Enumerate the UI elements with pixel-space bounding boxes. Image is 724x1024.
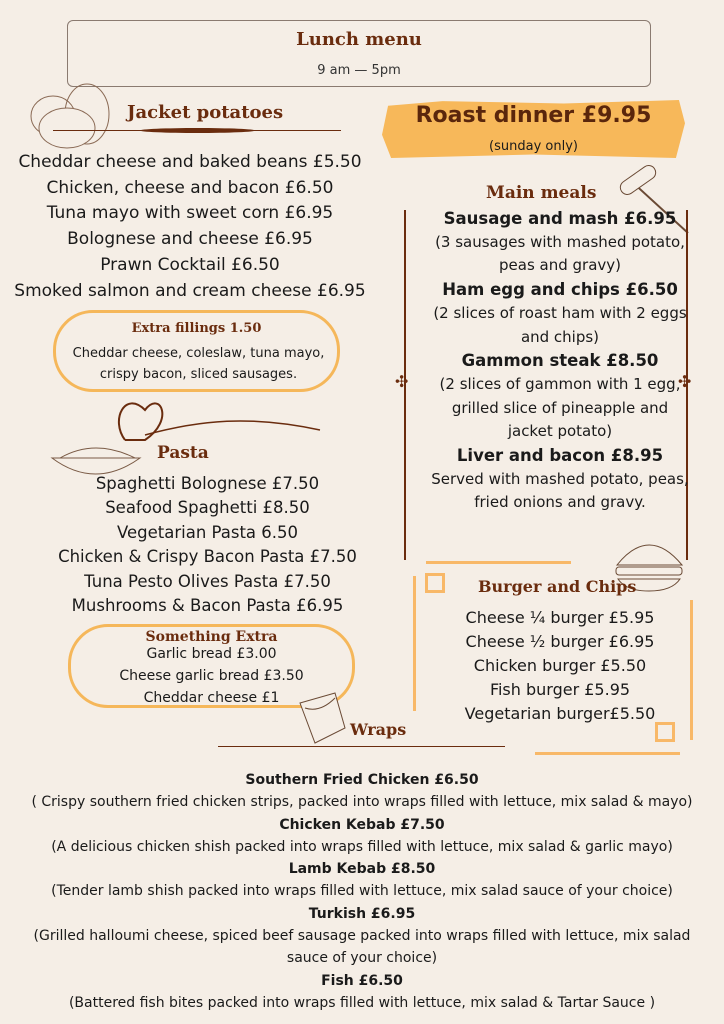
wrap-name: Turkish £6.95 <box>308 905 416 922</box>
meal-name: Sausage and mash £6.95 <box>443 209 677 228</box>
opening-hours: 9 am — 5pm <box>317 63 401 78</box>
frame-line <box>535 752 680 755</box>
menu-item: Bolognese and cheese £6.95 <box>67 229 313 250</box>
pasta-list <box>45 472 370 618</box>
ornament-icon: ✣ <box>678 372 692 391</box>
wrap-name: Chicken Kebab £7.50 <box>279 816 445 833</box>
meal-name: Ham egg and chips £6.50 <box>442 280 678 300</box>
roast-title: Roast dinner £9.95 <box>415 103 652 128</box>
meal-name: Gammon steak £8.50 <box>461 351 659 371</box>
ornament-icon: ✣ <box>395 372 409 391</box>
jacket-potatoes-heading: Jacket potatoes <box>127 102 284 123</box>
divider <box>218 746 505 747</box>
menu-item: Mushrooms & Bacon Pasta £6.95 <box>71 596 344 616</box>
menu-item: Tuna Pesto Olives Pasta £7.50 <box>84 571 331 591</box>
wrap-icon <box>290 688 350 748</box>
meal-description: (3 sausages with mashed potato, peas and gravy) <box>435 232 685 275</box>
burger-list <box>455 606 665 726</box>
menu-item: Cheese ¼ burger £5.95 <box>465 608 655 627</box>
jacket-potatoes-list <box>10 150 370 304</box>
menu-item: Chicken & Crispy Bacon Pasta £7.50 <box>58 547 357 567</box>
main-meals-list <box>420 207 700 515</box>
wrap-description: (Battered fish bites packed into wraps filled with lettuce, mix salad & Tartar Sauce ) <box>68 994 656 1011</box>
wraps-heading: Wraps <box>350 720 407 739</box>
frame-line <box>413 576 416 711</box>
something-extra-heading: Something Extra <box>145 629 278 645</box>
menu-item: Chicken burger £5.50 <box>473 656 647 675</box>
menu-item: Prawn Cocktail £6.50 <box>100 254 280 275</box>
wrap-description: ( Crispy southern fried chicken strips, packed into wraps filled with lettuce, mix salad & mayo) <box>31 794 693 811</box>
burger-heading: Burger and Chips <box>478 577 637 596</box>
menu-item: Cheese garlic bread £3.50 <box>119 668 304 684</box>
menu-item: Cheddar cheese £1 <box>143 690 280 706</box>
menu-item: Fish burger £5.95 <box>489 680 631 699</box>
meal-name: Liver and bacon £8.95 <box>456 446 664 466</box>
frame-corner <box>425 573 445 593</box>
menu-item: Chicken, cheese and bacon £6.50 <box>46 177 334 198</box>
meal-description: Served with mashed potato, peas, fried onions and gravy. <box>431 469 689 512</box>
wrap-description: (Grilled halloumi cheese, spiced beef sausage packed into wraps filled with lettuce, mix salad sauce of your choice) <box>33 928 691 967</box>
menu-item: Spaghetti Bolognese £7.50 <box>95 474 320 493</box>
roast-subtitle: (sunday only) <box>489 139 578 154</box>
frame-line <box>426 561 571 564</box>
pasta-heading: Pasta <box>157 443 209 463</box>
pasta-heart-icon <box>50 390 350 485</box>
menu-item: Vegetarian Pasta 6.50 <box>116 522 299 542</box>
wrap-name: Fish £6.50 <box>321 972 403 989</box>
meal-description: (2 slices of gammon with 1 egg, grilled slice of pineapple and jacket potato) <box>439 374 681 441</box>
potato-icon <box>25 82 120 150</box>
menu-item: Seafood Spaghetti £8.50 <box>105 498 310 518</box>
menu-item: Garlic bread £3.00 <box>146 646 277 662</box>
menu-title: Lunch menu <box>296 29 422 50</box>
menu-item: Tuna mayo with sweet corn £6.95 <box>46 203 334 224</box>
title-box <box>67 20 651 87</box>
divider-ornament <box>140 128 255 133</box>
wraps-list <box>0 769 724 1014</box>
extra-fillings-text: Cheddar cheese, coleslaw, tuna mayo, crispy bacon, sliced sausages. <box>72 346 325 382</box>
wrap-name: Lamb Kebab £8.50 <box>288 861 436 878</box>
menu-item: Cheddar cheese and baked beans £5.50 <box>18 152 362 172</box>
wrap-description: (Tender lamb shish packed into wraps filled with lettuce, mix salad sauce of your choice) <box>51 883 673 900</box>
extra-fillings-heading: Extra fillings 1.50 <box>131 321 262 336</box>
main-meals-heading: Main meals <box>486 183 597 203</box>
wrap-name: Southern Fried Chicken £6.50 <box>245 772 479 788</box>
wrap-description: (A delicious chicken shish packed into wraps filled with lettuce, mix salad & garlic mayo) <box>51 838 673 855</box>
meal-description: (2 slices of roast ham with 2 eggs and chips) <box>433 303 687 346</box>
menu-item: Smoked salmon and cream cheese £6.95 <box>14 280 366 301</box>
menu-item: Vegetarian burger£5.50 <box>464 704 656 723</box>
frame-line <box>690 600 693 740</box>
menu-item: Cheese ½ burger £6.95 <box>465 632 655 651</box>
extra-fillings-box <box>53 310 340 392</box>
